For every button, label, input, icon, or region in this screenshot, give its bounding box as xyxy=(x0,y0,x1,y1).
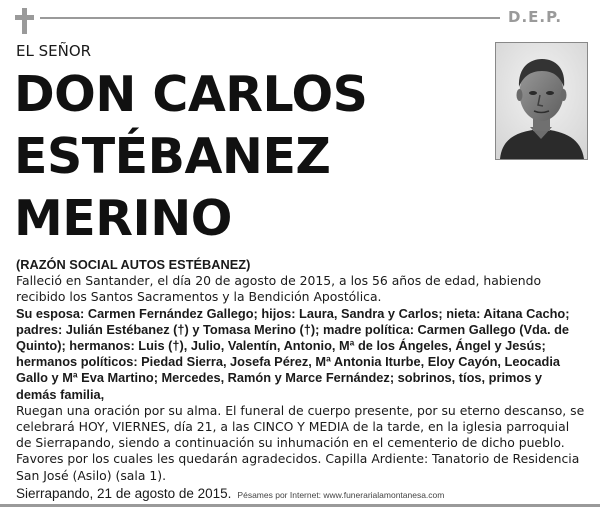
bottom-rule xyxy=(0,504,600,507)
name-line-2: ESTÉBANEZ xyxy=(14,128,331,185)
family-list: Su esposa: Carmen Fernández Gallego; hijos: Laura, Sandra y Carlos; nieta: Aitana Cacho; padres: Julián Estébanez (†) y Tomasa Merino (†); madre política: Carmen Gallego (Vda. de Quinto); hermanos: Luis (†), Julio, Valentín, Antonio, Mª de los Ángeles, Ángel y Jesús; hermanos políticos: Piedad Sierra, Josefa Pérez, Mª Antonia Iturbe, Eloy Cayón, Leocadia Gallo y Mª Eva Martino; Mercedes, Ramón y Marce Fernández; sobrinos, tíos, primos y demás familia, xyxy=(16,305,570,402)
portrait-photo xyxy=(495,42,588,160)
place-date: Sierrapando, 21 de agosto de 2015. xyxy=(16,486,232,501)
death-notice: Falleció en Santander, el día 20 de agosto de 2015, a los 56 años de edad, habiendo recibido los Santos Sacramentos y la Bendición Apostólica. xyxy=(16,273,542,305)
name-line-1: DON CARLOS xyxy=(14,66,368,123)
deceased-name xyxy=(14,64,484,250)
cross-icon xyxy=(14,8,36,34)
header-bar xyxy=(0,0,600,32)
funeral-details: Ruegan una oración por su alma. El funeral de cuerpo presente, por su eterno descanso, se celebrará HOY, VIERNES, día 21, a las CINCO Y MEDIA de la tarde, en la iglesia parroquial de Sierrapando, siendo a continuación su inhumación en el cementerio de dicho pueblo. Favores por los cuales les quedarán agradecidos. Capilla Ardiente: Tanatorio de Residencia San José (Asilo) (sala 1). xyxy=(16,402,585,483)
condolences-web: Pésames por Internet: www.funerarialamontanesa.com xyxy=(237,490,445,500)
footer xyxy=(16,483,586,502)
company-name: (RAZÓN SOCIAL AUTOS ESTÉBANEZ) xyxy=(16,257,251,272)
dep-label: D.E.P. xyxy=(508,8,563,26)
header-rule xyxy=(40,17,500,19)
portrait-image xyxy=(496,43,587,159)
honorific-prefix: EL SEÑOR xyxy=(16,42,92,60)
notice-body xyxy=(16,257,586,484)
name-line-3: MERINO xyxy=(14,190,232,247)
